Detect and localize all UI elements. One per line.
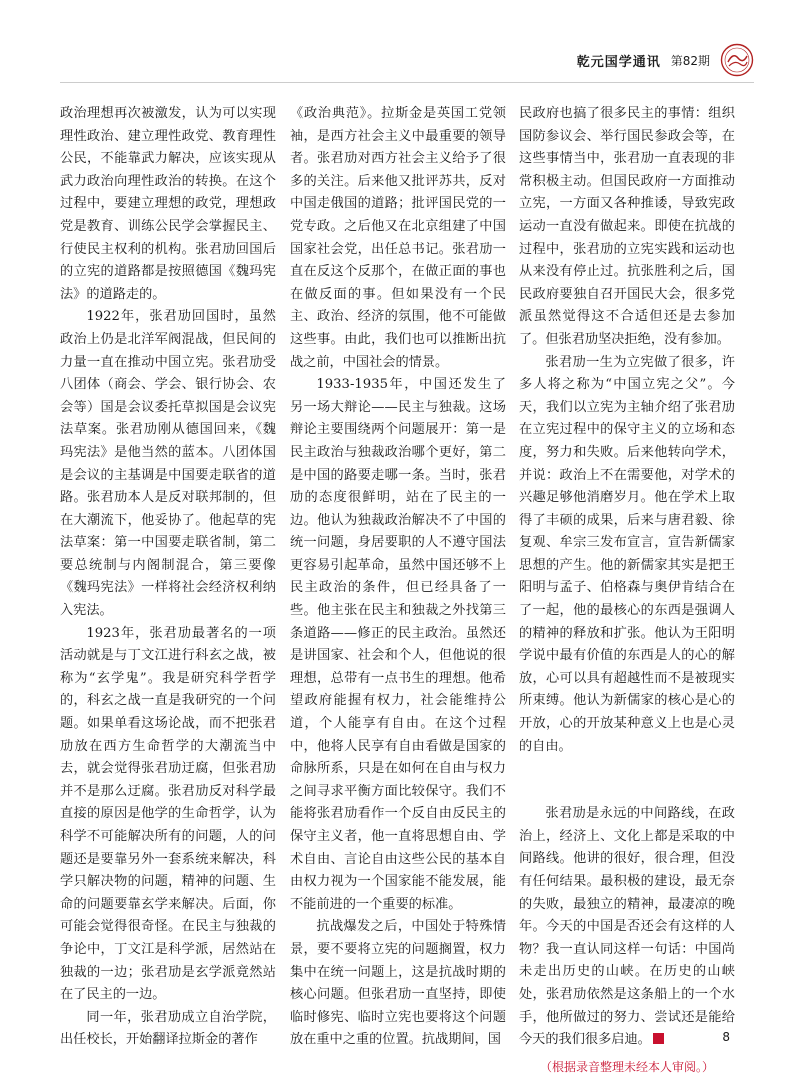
paragraph: 1922年，张君劢回国时，虽然政治上仍是北洋军阀混战，但民间的力量一直在推动中国立宪。张君劢受八团体（商会、学会、银行协会、农会等）国是会议委托草拟国是会议宪法草案。张君劢刚从德国回来，《魏玛宪法》是他当然的蓝本。八团体国是会议的主基调是中国要走联省的道路。张君劢本人是反对联邦制的，但在大潮流下，他妥协了。他起草的宪法草案：第一中国要走联省制，第二要总统制与内阁制混合，第三要像《魏玛宪法》一样将社会经济权利纳入宪法。: [60, 309, 276, 619]
text-column-1: [60, 103, 276, 1052]
paragraph: 1923年，张君劢最著名的一项活动就是与丁文江进行科玄之战，被称为“玄学鬼”。我是研究科学哲学的，科玄之战一直是我研究的一个问题。如果单看这场论战，而不把张君劢放在西方生命哲学的大潮流当中去，就会觉得张君劢迂腐，但张君劢并不是那么迂腐。张君劢反对科学最直接的原因是他学的生命哲学，认为科学不可能解决所有的问题，人的问题还是要靠另外一套系统来解决，科学只解决物的问题，精神的问题、生命的问题要靠玄学来解决。后面，你可能会觉得很奇怪。在民主与独裁的争论中，丁文江是科学派，居然站在独裁的一边；张君劢是玄学派竟然站在了民主的一边。: [60, 625, 276, 1003]
editor-note: （根据录音整理未经本人审阅。）: [539, 1059, 714, 1074]
section-gap: [519, 758, 735, 803]
end-mark-icon: [653, 1033, 664, 1044]
paragraph: [519, 803, 735, 1052]
paragraph-text: 张君劢是永远的中间路线，在政治上，经济上、文化上都是采取的中间路线。他讲的很好，很合理，但没有任何结果。最积极的建设，最无奈的失败，最独立的精神，最凄凉的晚年。今天的中国是否还会有这样的人物？我一直认同这样一句话：中国尚未走出历史的山峡。在历史的山峡处，张君劢依然是这条船上的一个水手，他所做过的努力、尝试还是能给今天的我们很多启迪。: [519, 806, 735, 1048]
text-column-2: [290, 103, 506, 1052]
header-rule: [60, 82, 754, 83]
seal-emblem-icon: [720, 43, 754, 77]
page-number: 8: [722, 1030, 730, 1044]
page-header: [577, 40, 754, 80]
issue-number: 第82期: [670, 53, 710, 68]
paragraph: 1933-1935年，中国还发生了另一场大辩论——民主与独裁。这场辩论主要围绕两个问题展开：第一是民主政治与独裁政治哪个更好，第二是中国的路要走哪一条。当时，张君劢的态度很鲜明，站在了民主的一边。他认为独裁政治解决不了中国的统一问题，身居要职的人不遵守国法更容易引起革命，虽然中国还够不上民主政治的条件，但已经具备了一些。他主张在民主和独裁之外找第三条道路——修正的民主政治。虽然还是讲国家、社会和个人，但他说的很理想，总带有一点书生的理想。他希望政府能握有权力，社会能维持公道，个人能享有自由。在这个过程中，他将人民享有自由看做是国家的命脉所系，只是在如何在自由与权力之间寻求平衡方面比较保守。我们不能将张君劢看作一个反自由反民主的保守主义者，他一直将思想自由、学术自由、言论自由这些公民的基本自由权力视为一个国家能不能发展，能不能前进的一个重要的标准。: [290, 377, 506, 912]
text-column-3: [519, 103, 735, 1078]
journal-title: 乾元国学通讯: [576, 54, 661, 70]
paragraph: 抗战爆发之后，中国处于特殊情景，要不要将立宪的问题搁置，权力集中在统一问题上，这是抗战时期的核心问题。但张君劢一直坚持，即使临时修宪、临时立宪也要将这个问题放在重中之重的位置。抗战期间，国: [290, 919, 506, 1048]
paragraph: 民政府也搞了很多民主的事情：组织国防参议会、举行国民参政会等，在这些事情当中，张君劢一直表现的非常积极主动。但国民政府一方面推动立宪，一方面又各种推诿，导致宪政运动一直没有做起来。即使在抗战的过程中，张君劢的立宪实践和运动也从来没有停止过。抗张胜利之后，国民政府要独自召开国民大会，很多党派虽然觉得这不合适但还是去参加了。但张君劢坚决拒绝，没有参加。: [519, 106, 735, 347]
paragraph: 同一年，张君劢成立自治学院，出任校长，开始翻译拉斯金的著作: [60, 1009, 276, 1048]
paragraph: 政治理想再次被激发，认为可以实现理性政治、建立理性政党、教育理性公民，不能靠武力解决，应该实现从武力政治向理性政治的转换。在这个过程中，要建立理想的政党，理想政党是教育、训练公民学会掌握民主、行使民主权利的机构。张君劢回国后的立宪的道路都是按照德国《魏玛宪法》的道路走的。: [60, 106, 276, 302]
paragraph: 《政治典范》。拉斯金是英国工党领袖，是西方社会主义中最重要的领导者。张君劢对西方社会主义给予了很多的关注。后来他又批评苏共，反对中国走俄国的道路；批评国民党的一党专政。之后他又在北京组建了中国国家社会党，出任总书记。张君劢一直在反这个反那个，在做正面的事也在做反面的事。但如果没有一个民主、政治、经济的氛围，他不可能做这些事。由此，我们也可以推断出抗战之前，中国社会的情景。: [290, 106, 506, 370]
paragraph: 张君劢一生为立宪做了很多，许多人将之称为“中国立宪之父”。今天，我们以立宪为主轴介绍了张君劢在立宪过程中的保守主义的立场和态度，努力和失败。后来他转向学术，并说：政治上不在需要他，对学术的兴趣足够他消磨岁月。他在学术上取得了丰硕的成果，后来与唐君毅、徐复观、牟宗三发布宣言，宣告新儒家思想的产生。他的新儒家其实是把王阳明与孟子、伯格森与奥伊肯结合在了一起，他的最核心的东西是强调人的精神的释放和扩张。他认为王阳明学说中最有价值的东西是人的心的解放，心可以具有超越性而不是被现实所束缚。他认为新儒家的核心是心的开放，心的开放某种意义上也是心灵的自由。: [519, 354, 735, 754]
